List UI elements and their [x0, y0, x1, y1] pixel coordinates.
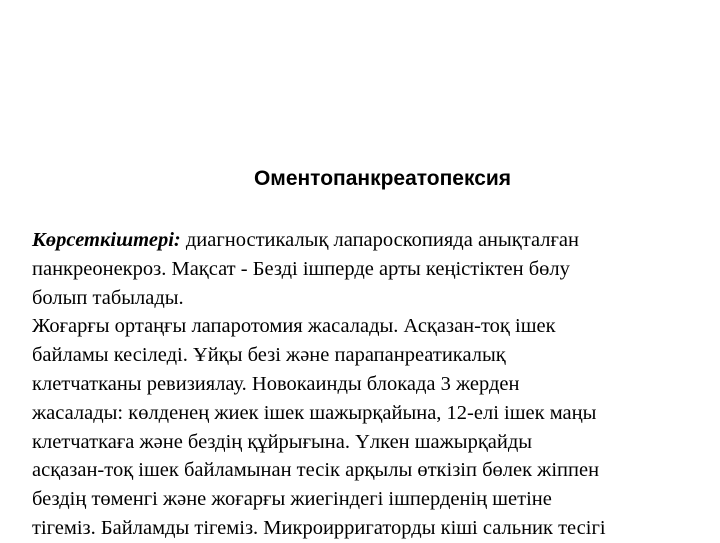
body-line-8: клетчаткаға және бездің құйрығына. Үлкен шажырқайды: [32, 430, 533, 453]
body-line-1: [32, 226, 716, 255]
slide-body: [32, 226, 716, 543]
slide-title: Оментопанкреатопексия: [253, 167, 512, 190]
body-line-3: болып табылады.: [32, 286, 184, 309]
body-line-9: асқазан-тоқ ішек байламынан тесік арқылы өткізіп бөлек жіппен: [32, 459, 600, 482]
body-line-6: клетчатканы ревизиялау. Новокаинды блокада 3 жерден: [32, 372, 520, 395]
body-line-2: панкреонекроз. Мақсат - Безді ішперде арты кеңістіктен бөлу: [32, 257, 570, 280]
body-line-4: Жоғарғы ортаңғы лапаротомия жасалады. Асқазан-тоқ ішек: [32, 315, 556, 338]
indications-label: Көрсеткіштері:: [32, 229, 181, 251]
body-line-7: жасалады: көлденең жиек ішек шажырқайына, 12-елі ішек маңы: [32, 401, 597, 424]
body-line-5: байламы кесіледі. Ұйқы безі және парапанреатикалық: [32, 344, 506, 367]
body-line-10: бездің төменгі және жоғарғы жиегіндегі ішперденің шетіне: [32, 488, 552, 511]
body-line-11: тігеміз. Байламды тігеміз. Микроирригаторды кіші сальник тесігі: [32, 516, 606, 539]
body-line-1-text: диагностикалық лапароскопияда анықталған: [180, 229, 579, 251]
